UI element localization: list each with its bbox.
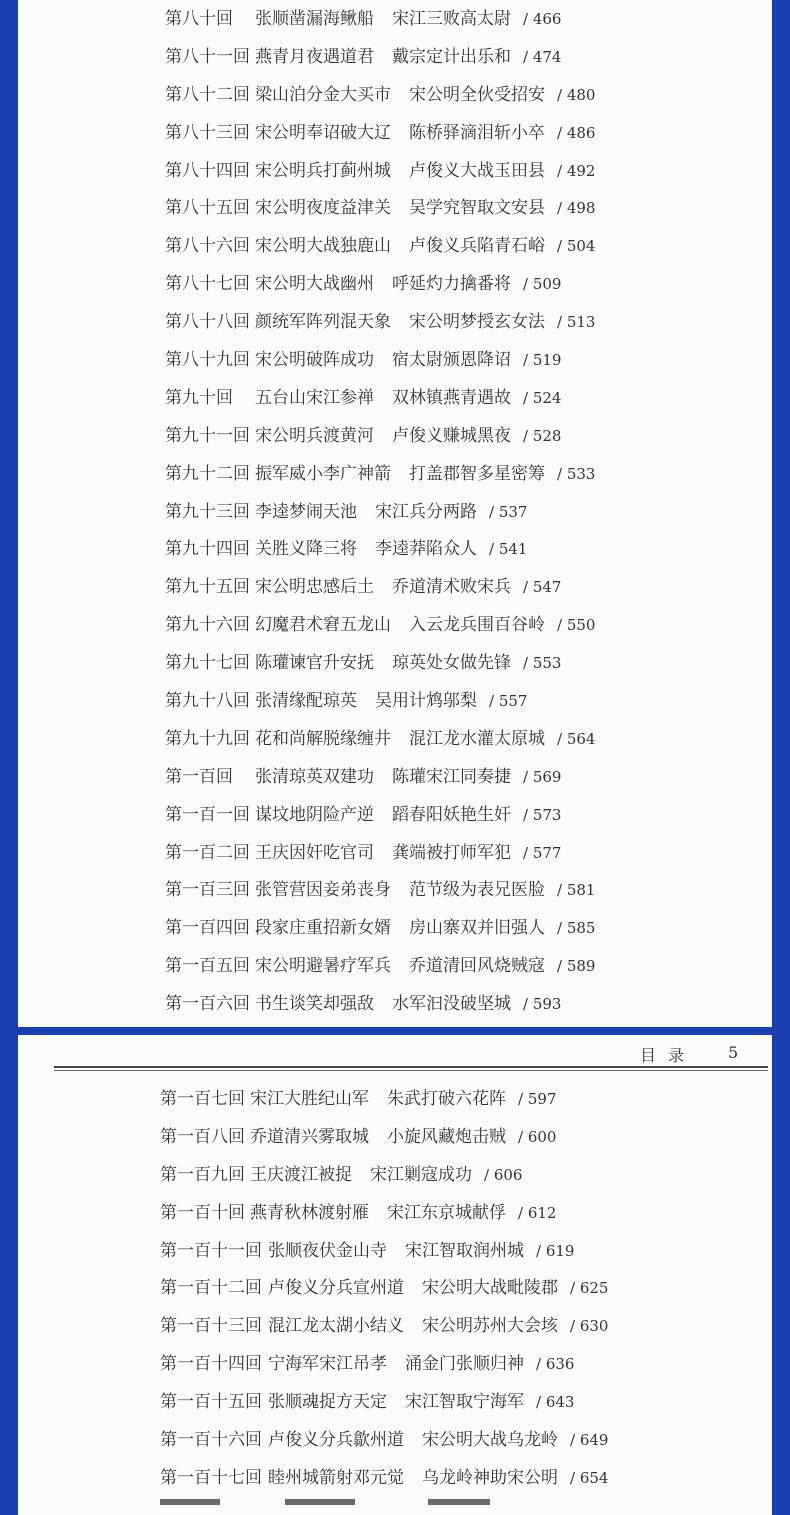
chapter-page-number: / 557 [489,691,528,710]
toc-entry [18,1383,772,1421]
chapter-number: 第一百十四回 [160,1354,262,1375]
chapter-title-second-line: 吴学究智取文安县 [409,198,545,219]
chapter-title-first-line: 宋公明破阵成功 [255,349,374,370]
toc-entry [18,455,772,493]
chapter-page-number: / 606 [484,1165,523,1184]
chapter-number: 第九十五回 [165,577,250,598]
chapter-title-second-line: 范节级为表兄医脸 [409,880,545,901]
toc-entry [18,38,772,76]
toc-entry [18,909,772,947]
toc-entry [18,834,772,872]
chapter-title-second-line: 宋江剿寇成功 [370,1164,472,1185]
chapter-title-second-line: 戴宗定计出乐和 [392,46,511,67]
chapter-title-second-line: 房山寨双并旧强人 [409,918,545,939]
chapter-title-second-line: 混江龙水灌太原城 [409,728,545,749]
chapter-title-second-line: 宋公明苏州大会垓 [422,1316,558,1337]
chapter-title-first-line: 宁海军宋江吊孝 [268,1354,387,1375]
chapter-number: 第八十七回 [165,274,250,295]
chapter-page-number: / 537 [489,502,528,521]
chapter-page-number: / 524 [523,388,562,407]
chapter-page-number: / 466 [523,9,562,28]
header-title: 目录 [640,1046,697,1065]
toc-entry [18,493,772,531]
chapter-title-first-line: 张清缘配琼英 [255,690,357,711]
toc-entry [18,227,772,265]
chapter-title-second-line: 卢俊义大战玉田县 [409,160,545,181]
toc-entry [18,1156,772,1194]
chapter-number: 第一百九回 [160,1164,245,1185]
chapter-title-second-line: 乔道清术败宋兵 [392,577,511,598]
chapter-page-number: / 612 [518,1203,557,1222]
toc-entry [18,1421,772,1459]
chapter-title-second-line: 卢俊义赚城黑夜 [392,425,511,446]
chapter-title-second-line: 乌龙岭神助宋公明 [422,1467,558,1488]
chapter-title-second-line: 涌金门张顺归神 [405,1354,524,1375]
chapter-title-second-line: 乔道清回风烧贼寇 [409,956,545,977]
chapter-page-number: / 577 [523,843,562,862]
chapter-title-second-line: 打盖郡智多星密筹 [409,463,545,484]
chapter-page-number: / 600 [518,1127,557,1146]
chapter-number: 第一百一回 [165,804,250,825]
chapter-title-first-line: 宋公明奉诏破大辽 [255,122,391,143]
toc-entry [18,947,772,985]
chapter-title-second-line: 宋江三败高太尉 [392,8,511,29]
chapter-number: 第一百五回 [165,956,250,977]
chapter-page-number: / 597 [518,1089,557,1108]
header-rule-thick [54,1066,768,1068]
chapter-number: 第九十四回 [165,539,250,560]
chapter-title-first-line: 宋公明避暑疗军兵 [255,956,391,977]
chapter-title-first-line: 张顺夜伏金山寺 [268,1240,387,1261]
chapter-number: 第一百三回 [165,880,250,901]
toc-entry [18,1345,772,1383]
chapter-page-number: / 513 [557,313,596,332]
chapter-number: 第九十九回 [165,728,250,749]
chapter-page-number: / 649 [570,1430,609,1449]
chapter-page-number: / 569 [523,767,562,786]
chapter-number: 第九十回 [165,387,233,408]
chapter-title-second-line: 卢俊义兵陷青石峪 [409,236,545,257]
toc-entry [18,1232,772,1270]
toc-entry [18,871,772,909]
chapter-number: 第八十回 [165,8,233,29]
chapter-title-second-line: 宋公明大战毗陵郡 [422,1278,558,1299]
chapter-title-second-line: 龚端被打师军犯 [392,842,511,863]
chapter-title-first-line: 张管营因妾弟丧身 [255,880,391,901]
header-page-number: 5 [728,1043,739,1062]
chapter-title-first-line: 宋公明夜度益津关 [255,198,391,219]
chapter-page-number: / 553 [523,654,562,673]
chapter-page-number: / 654 [570,1468,609,1487]
chapter-title-first-line: 颜统军阵列混天象 [255,312,391,333]
chapter-number: 第九十七回 [165,653,250,674]
chapter-title-second-line: 入云龙兵围百谷岭 [409,615,545,636]
chapter-number: 第九十八回 [165,690,250,711]
chapter-number: 第八十四回 [165,160,250,181]
chapter-title-first-line: 卢俊义分兵歙州道 [268,1429,404,1450]
toc-list-bottom [18,1080,772,1497]
chapter-number: 第一百七回 [160,1088,245,1109]
chapter-number: 第一百八回 [160,1126,245,1147]
chapter-number: 第一百十七回 [160,1467,262,1488]
chapter-title-second-line: 水军汩没破坚城 [392,994,511,1015]
chapter-title-first-line: 陈瓘谏官升安抚 [255,653,374,674]
toc-entry [18,152,772,190]
chapter-number: 第一百十回 [160,1202,245,1223]
chapter-title-second-line: 吴用计鸩邬梨 [375,690,477,711]
chapter-title-first-line: 混江龙太湖小结义 [268,1316,404,1337]
chapter-page-number: / 486 [557,123,596,142]
chapter-title-second-line: 宋江智取宁海军 [405,1392,524,1413]
chapter-number: 第一百十三回 [160,1316,262,1337]
chapter-title-first-line: 李逵梦闹天池 [255,501,357,522]
chapter-title-second-line: 双林镇燕青遇故 [392,387,511,408]
chapter-title-first-line: 燕青月夜遇道君 [255,46,374,67]
chapter-title-second-line: 小旋风藏炮击贼 [387,1126,506,1147]
chapter-number: 第一百回 [165,766,233,787]
header-rule-thin [54,1070,768,1071]
chapter-page-number: / 547 [523,578,562,597]
chapter-title-second-line: 宋公明全伙受招安 [409,84,545,105]
chapter-title-second-line: 宋江东京城献俘 [387,1202,506,1223]
toc-entry [18,341,772,379]
chapter-page-number: / 550 [557,616,596,635]
chapter-title-first-line: 梁山泊分金大买市 [255,84,391,105]
chapter-title-second-line: 朱武打破六花阵 [387,1088,506,1109]
chapter-number: 第一百四回 [165,918,250,939]
chapter-number: 第八十五回 [165,198,250,219]
toc-entry [18,644,772,682]
toc-entry [18,76,772,114]
toc-page-bottom [18,1035,772,1515]
toc-page-top [18,0,772,1027]
toc-entry [18,758,772,796]
toc-list-top [18,0,772,1023]
chapter-title-second-line: 宋公明大战乌龙岭 [422,1429,558,1450]
toc-entry [18,0,772,38]
chapter-page-number: / 541 [489,540,528,559]
chapter-number: 第一百十二回 [160,1278,262,1299]
chapter-title-first-line: 宋公明兵渡黄河 [255,425,374,446]
chapter-title-first-line: 宋江大胜纪山军 [250,1088,369,1109]
chapter-title-second-line: 宋江兵分两路 [375,501,477,522]
toc-entry [18,1080,772,1118]
toc-entry [18,379,772,417]
chapter-title-second-line: 宿太尉颁恩降诏 [392,349,511,370]
chapter-title-first-line: 卢俊义分兵宣州道 [268,1278,404,1299]
chapter-page-number: / 480 [557,85,596,104]
chapter-number: 第八十六回 [165,236,250,257]
chapter-number: 第九十六回 [165,615,250,636]
toc-entry [18,1194,772,1232]
toc-entry [18,720,772,758]
chapter-number: 第九十一回 [165,425,250,446]
chapter-title-second-line: 蹈春阳妖艳生奸 [392,804,511,825]
chapter-title-first-line: 五台山宋江参禅 [255,387,374,408]
chapter-number: 第一百六回 [165,994,250,1015]
chapter-page-number: / 492 [557,161,596,180]
toc-entry [18,1118,772,1156]
toc-entry [18,1307,772,1345]
chapter-page-number: / 474 [523,47,562,66]
chapter-number: 第一百十六回 [160,1429,262,1450]
chapter-page-number: / 533 [557,464,596,483]
toc-entry [18,530,772,568]
chapter-title-first-line: 段家庄重招新女婿 [255,918,391,939]
toc-entry [18,796,772,834]
chapter-page-number: / 498 [557,199,596,218]
chapter-title-first-line: 花和尚解脱缘缠井 [255,728,391,749]
toc-entry [18,682,772,720]
cut-off-row [160,1497,490,1507]
chapter-title-first-line: 振军威小李广神箭 [255,463,391,484]
chapter-page-number: / 643 [536,1393,575,1412]
chapter-title-second-line: 琼英处女做先锋 [392,653,511,674]
toc-entry [18,114,772,152]
toc-entry [18,985,772,1023]
chapter-title-second-line: 呼延灼力擒番将 [392,274,511,295]
chapter-title-first-line: 王庆因奸吃官司 [255,842,374,863]
chapter-title-first-line: 乔道清兴雾取城 [250,1126,369,1147]
chapter-title-second-line: 李逵莽陷众人 [375,539,477,560]
chapter-title-first-line: 燕青秋林渡射雁 [250,1202,369,1223]
chapter-page-number: / 504 [557,237,596,256]
chapter-page-number: / 519 [523,350,562,369]
chapter-title-first-line: 书生谈笑却强敌 [255,994,374,1015]
chapter-title-first-line: 宋公明大战幽州 [255,274,374,295]
chapter-page-number: / 593 [523,995,562,1014]
chapter-title-first-line: 睦州城箭射邓元觉 [268,1467,404,1488]
chapter-page-number: / 630 [570,1317,609,1336]
chapter-number: 第八十二回 [165,84,250,105]
chapter-number: 第九十三回 [165,501,250,522]
toc-entry [18,265,772,303]
chapter-page-number: / 573 [523,805,562,824]
running-header [18,1035,772,1071]
chapter-number: 第一百十五回 [160,1392,262,1413]
chapter-title-first-line: 幻魔君术窘五龙山 [255,615,391,636]
chapter-title-first-line: 张清琼英双建功 [255,766,374,787]
chapter-title-first-line: 谋坟地阴险产逆 [255,804,374,825]
chapter-page-number: / 509 [523,275,562,294]
chapter-title-first-line: 张顺凿漏海鳅船 [255,8,374,29]
chapter-title-second-line: 宋公明梦授玄女法 [409,312,545,333]
chapter-number: 第八十一回 [165,46,250,67]
chapter-page-number: / 636 [536,1355,575,1374]
chapter-page-number: / 625 [570,1279,609,1298]
chapter-title-second-line: 宋江智取润州城 [405,1240,524,1261]
chapter-page-number: / 581 [557,881,596,900]
chapter-page-number: / 564 [557,729,596,748]
chapter-page-number: / 589 [557,957,596,976]
toc-entry [18,417,772,455]
chapter-title-second-line: 陈桥驿滴泪斩小卒 [409,122,545,143]
chapter-title-first-line: 张顺魂捉方天定 [268,1392,387,1413]
chapter-number: 第八十九回 [165,349,250,370]
chapter-title-first-line: 关胜义降三将 [255,539,357,560]
chapter-title-second-line: 陈瓘宋江同奏捷 [392,766,511,787]
chapter-title-first-line: 王庆渡江被捉 [250,1164,352,1185]
chapter-number: 第一百十一回 [160,1240,262,1261]
toc-entry [18,606,772,644]
chapter-number: 第九十二回 [165,463,250,484]
chapter-page-number: / 585 [557,919,596,938]
chapter-page-number: / 528 [523,426,562,445]
toc-entry [18,1459,772,1497]
chapter-title-first-line: 宋公明忠感后土 [255,577,374,598]
chapter-title-first-line: 宋公明兵打蓟州城 [255,160,391,181]
chapter-number: 第八十三回 [165,122,250,143]
toc-entry [18,568,772,606]
toc-entry [18,189,772,227]
chapter-number: 第一百二回 [165,842,250,863]
chapter-number: 第八十八回 [165,312,250,333]
chapter-page-number: / 619 [536,1241,575,1260]
chapter-title-first-line: 宋公明大战独鹿山 [255,236,391,257]
toc-entry [18,303,772,341]
toc-entry [18,1269,772,1307]
